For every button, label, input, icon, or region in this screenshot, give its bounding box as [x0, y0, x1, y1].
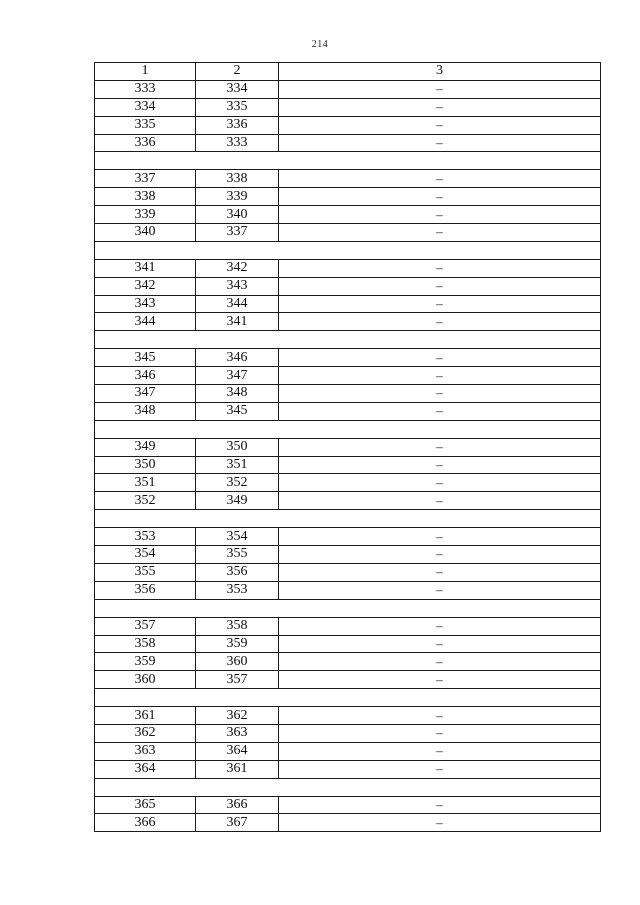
cell-col-2: 350 [196, 438, 279, 456]
header-cell-2: 2 [196, 63, 279, 81]
table-row [95, 170, 601, 188]
table-row [95, 224, 601, 242]
table-row [95, 707, 601, 725]
table-row [95, 814, 601, 832]
cell-col-2: 345 [196, 402, 279, 420]
table-row [95, 402, 601, 420]
cell-col-2: 349 [196, 492, 279, 510]
cell-col-1: 361 [95, 707, 196, 725]
cell-col-3: – [279, 170, 601, 188]
cell-col-3: – [279, 707, 601, 725]
cell-col-1: 338 [95, 188, 196, 206]
cell-col-3: – [279, 349, 601, 367]
cell-col-3: – [279, 385, 601, 403]
cell-col-2: 334 [196, 80, 279, 98]
table-row [95, 492, 601, 510]
cell-col-1: 343 [95, 295, 196, 313]
table-row [95, 277, 601, 295]
table-row [95, 724, 601, 742]
group-separator-row [95, 241, 601, 259]
cell-col-3: – [279, 671, 601, 689]
table-row [95, 98, 601, 116]
table-body [95, 80, 601, 831]
table-row [95, 474, 601, 492]
cell-col-2: 358 [196, 617, 279, 635]
cell-col-2: 361 [196, 760, 279, 778]
table-row [95, 742, 601, 760]
table-row [95, 456, 601, 474]
page-number: 214 [311, 39, 329, 50]
separator-cell [95, 152, 601, 170]
separator-cell [95, 599, 601, 617]
table-row [95, 259, 601, 277]
cell-col-2: 364 [196, 742, 279, 760]
header-row [95, 63, 601, 81]
cell-col-2: 356 [196, 563, 279, 581]
table-row [95, 635, 601, 653]
cell-col-2: 359 [196, 635, 279, 653]
cell-col-1: 350 [95, 456, 196, 474]
cell-col-3: – [279, 546, 601, 564]
cell-col-2: 337 [196, 224, 279, 242]
table-row [95, 617, 601, 635]
group-separator-row [95, 510, 601, 528]
cell-col-1: 341 [95, 259, 196, 277]
cell-col-3: – [279, 814, 601, 832]
cell-col-1: 333 [95, 80, 196, 98]
table-row [95, 367, 601, 385]
cell-col-2: 336 [196, 116, 279, 134]
cell-col-1: 345 [95, 349, 196, 367]
table-row [95, 546, 601, 564]
cell-col-1: 337 [95, 170, 196, 188]
cell-col-3: – [279, 635, 601, 653]
table-row [95, 295, 601, 313]
cell-col-2: 339 [196, 188, 279, 206]
cell-col-3: – [279, 224, 601, 242]
separator-cell [95, 689, 601, 707]
cell-col-2: 360 [196, 653, 279, 671]
separator-cell [95, 778, 601, 796]
cell-col-2: 333 [196, 134, 279, 152]
cell-col-3: – [279, 367, 601, 385]
group-separator-row [95, 331, 601, 349]
cell-col-3: – [279, 742, 601, 760]
cell-col-1: 364 [95, 760, 196, 778]
table-row [95, 653, 601, 671]
cell-col-1: 358 [95, 635, 196, 653]
group-separator-row [95, 778, 601, 796]
group-separator-row [95, 420, 601, 438]
cell-col-3: – [279, 98, 601, 116]
cell-col-1: 362 [95, 724, 196, 742]
cell-col-2: 366 [196, 796, 279, 814]
cell-col-1: 339 [95, 206, 196, 224]
separator-cell [95, 420, 601, 438]
cell-col-3: – [279, 116, 601, 134]
cell-col-1: 353 [95, 528, 196, 546]
cell-col-2: 341 [196, 313, 279, 331]
cell-col-3: – [279, 456, 601, 474]
cell-col-2: 340 [196, 206, 279, 224]
cell-col-3: – [279, 277, 601, 295]
cell-col-2: 346 [196, 349, 279, 367]
cell-col-3: – [279, 653, 601, 671]
cell-col-3: – [279, 581, 601, 599]
table-row [95, 796, 601, 814]
cell-col-2: 338 [196, 170, 279, 188]
cell-col-3: – [279, 313, 601, 331]
cell-col-1: 351 [95, 474, 196, 492]
cell-col-2: 335 [196, 98, 279, 116]
cell-col-3: – [279, 474, 601, 492]
table-row [95, 116, 601, 134]
cell-col-1: 352 [95, 492, 196, 510]
cell-col-1: 335 [95, 116, 196, 134]
table-row [95, 206, 601, 224]
cell-col-2: 357 [196, 671, 279, 689]
cell-col-2: 363 [196, 724, 279, 742]
cell-col-1: 357 [95, 617, 196, 635]
table-row [95, 671, 601, 689]
cell-col-1: 360 [95, 671, 196, 689]
table-row [95, 313, 601, 331]
cell-col-3: – [279, 134, 601, 152]
cell-col-3: – [279, 796, 601, 814]
cell-col-1: 342 [95, 277, 196, 295]
cell-col-2: 343 [196, 277, 279, 295]
cell-col-3: – [279, 206, 601, 224]
cell-col-1: 365 [95, 796, 196, 814]
cell-col-1: 344 [95, 313, 196, 331]
cell-col-1: 359 [95, 653, 196, 671]
cell-col-3: – [279, 402, 601, 420]
cell-col-1: 363 [95, 742, 196, 760]
cell-col-3: – [279, 259, 601, 277]
table-row [95, 528, 601, 546]
table-row [95, 188, 601, 206]
cell-col-1: 356 [95, 581, 196, 599]
cell-col-1: 336 [95, 134, 196, 152]
table-row [95, 581, 601, 599]
cell-col-2: 352 [196, 474, 279, 492]
cell-col-3: – [279, 528, 601, 546]
group-separator-row [95, 152, 601, 170]
cell-col-2: 354 [196, 528, 279, 546]
separator-cell [95, 510, 601, 528]
header-cell-1: 1 [95, 63, 196, 81]
table-row [95, 349, 601, 367]
cell-col-3: – [279, 563, 601, 581]
cell-col-1: 334 [95, 98, 196, 116]
cell-col-3: – [279, 492, 601, 510]
table-row [95, 80, 601, 98]
cell-col-2: 348 [196, 385, 279, 403]
table-row [95, 563, 601, 581]
header-cell-3: 3 [279, 63, 601, 81]
cell-col-2: 367 [196, 814, 279, 832]
group-separator-row [95, 599, 601, 617]
table-row [95, 134, 601, 152]
separator-cell [95, 241, 601, 259]
cell-col-1: 340 [95, 224, 196, 242]
group-separator-row [95, 689, 601, 707]
data-table [94, 62, 601, 832]
cell-col-2: 347 [196, 367, 279, 385]
cell-col-1: 348 [95, 402, 196, 420]
table-row [95, 385, 601, 403]
cell-col-3: – [279, 295, 601, 313]
cell-col-2: 342 [196, 259, 279, 277]
cell-col-3: – [279, 617, 601, 635]
cell-col-1: 347 [95, 385, 196, 403]
cell-col-3: – [279, 760, 601, 778]
cell-col-2: 353 [196, 581, 279, 599]
cell-col-1: 355 [95, 563, 196, 581]
table-row [95, 760, 601, 778]
cell-col-2: 362 [196, 707, 279, 725]
cell-col-1: 354 [95, 546, 196, 564]
cell-col-1: 349 [95, 438, 196, 456]
cell-col-3: – [279, 438, 601, 456]
cell-col-2: 351 [196, 456, 279, 474]
cell-col-2: 355 [196, 546, 279, 564]
cell-col-3: – [279, 188, 601, 206]
cell-col-3: – [279, 80, 601, 98]
cell-col-2: 344 [196, 295, 279, 313]
cell-col-1: 366 [95, 814, 196, 832]
table-row [95, 438, 601, 456]
separator-cell [95, 331, 601, 349]
table-header [95, 63, 601, 81]
cell-col-1: 346 [95, 367, 196, 385]
cell-col-3: – [279, 724, 601, 742]
